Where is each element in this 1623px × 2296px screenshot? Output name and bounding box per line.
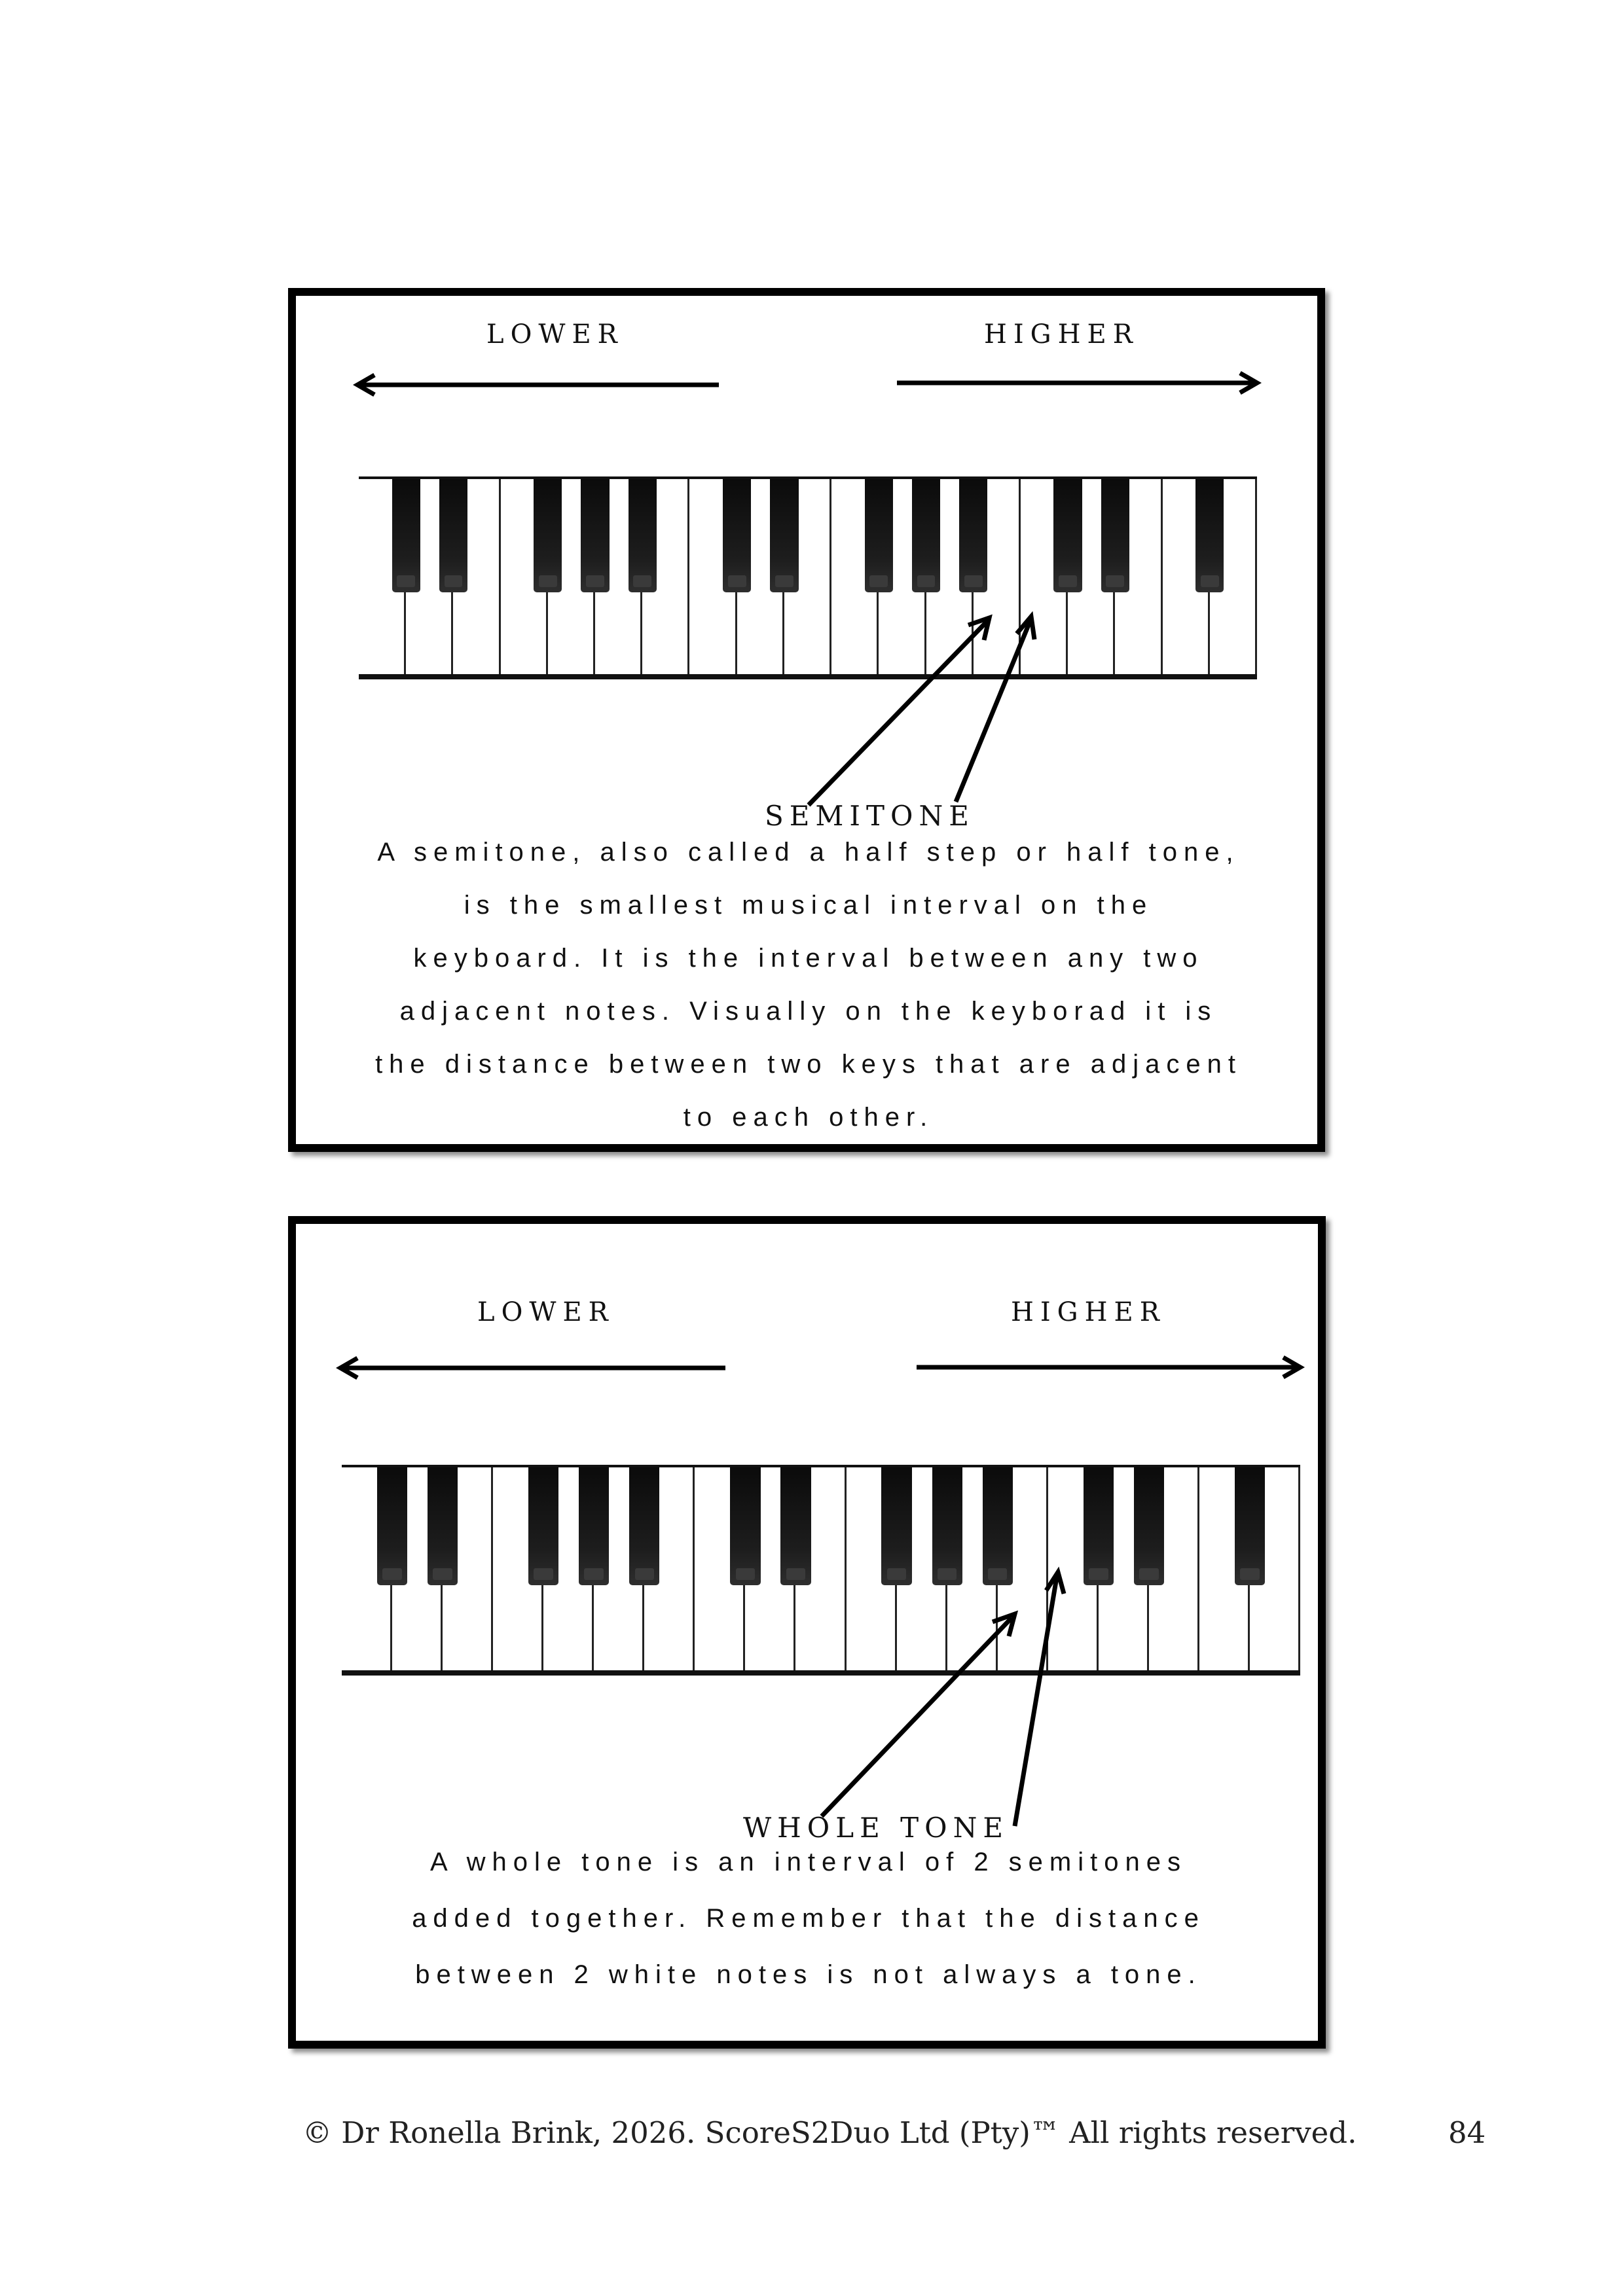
whole-tone-label: WHOLE TONE xyxy=(743,1812,1009,1844)
semitone-label: SEMITONE xyxy=(765,800,975,832)
description-line: keyboard. It is the interval between any two xyxy=(413,944,1204,973)
description-line: A whole tone is an interval of 2 semitones xyxy=(430,1848,1187,1876)
description-line: added together. Remember that the distance xyxy=(412,1904,1205,1933)
description-line: to each other. xyxy=(683,1103,934,1132)
copyright-notice: © Dr Ronella Brink, 2026. ScoreS2Duo Ltd (Pty)™ All rights reserved. xyxy=(302,2115,1357,2150)
lower-label: LOWER xyxy=(477,1297,615,1327)
lower-label: LOWER xyxy=(486,319,624,350)
higher-label: HIGHER xyxy=(1011,1297,1166,1327)
whole-tone-description xyxy=(308,1834,1309,2003)
description-line: is the smallest musical interval on the xyxy=(464,891,1154,920)
description-line: adjacent notes. Visually on the keyborad it is xyxy=(399,997,1218,1026)
whole-tone-arrow-right xyxy=(1015,1572,1064,1826)
whole-tone-arrow-left xyxy=(822,1614,1015,1816)
description-line: the distance between two keys that are adjacent xyxy=(375,1050,1242,1079)
page-number: 84 xyxy=(1448,2115,1486,2150)
higher-label: HIGHER xyxy=(984,319,1139,350)
description-line: A semitone, also called a half step or half tone, xyxy=(377,838,1240,867)
description-line: between 2 white notes is not always a tone. xyxy=(415,1960,1202,1989)
